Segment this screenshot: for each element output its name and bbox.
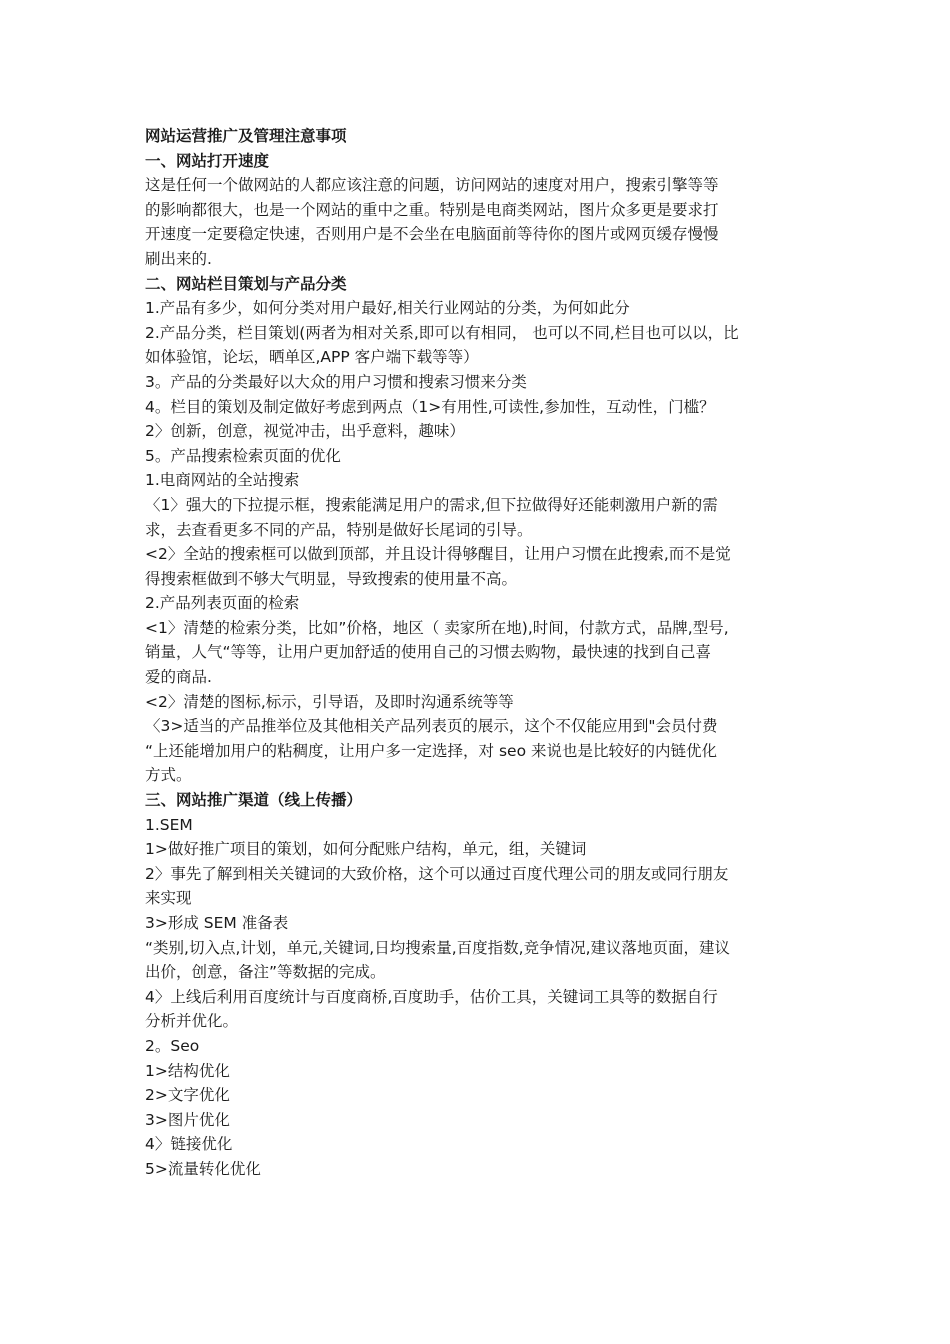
body-text-line: 1.电商网站的全站搜索	[145, 471, 300, 490]
body-text-line: 1.SEM	[145, 815, 193, 834]
body-text-line: 1>做好推广项目的策划，如何分配账户结构，单元，组，关键词	[145, 840, 587, 859]
body-text-line: 如体验馆，论坛，晒单区,APP 客户端下载等等）	[145, 348, 479, 367]
body-text-line: 出价，创意，备注”等数据的完成。	[145, 963, 386, 982]
body-text-line: 2>文字优化	[145, 1086, 230, 1105]
body-text-line: 3>形成 SEM 准备表	[145, 914, 289, 932]
body-text-line: 2.产品分类，栏目策划(两者为相对关系,即可以有相同， 也可以不同,栏目也可以以，比	[145, 323, 739, 342]
section-heading: 三、网站推广渠道（线上传播）	[145, 791, 363, 810]
body-text-line: 2〉创新，创意，视觉冲击，出乎意料，趣味）	[145, 422, 465, 441]
section-heading: 一、网站打开速度	[145, 151, 270, 170]
body-text-line: 〈3>适当的产品推举位及其他相关产品列表页的展示，这个不仅能应用到"会员付费	[145, 717, 718, 736]
body-text-line: 分析并优化。	[145, 1012, 239, 1031]
section-heading: 二、网站栏目策划与产品分类	[145, 274, 347, 293]
body-text-line: <1〉清楚的检索分类，比如”价格，地区（ 卖家所在地),时间，付款方式，品牌,型号,	[145, 618, 729, 637]
body-text-line: 这是任何一个做网站的人都应该注意的问题，访问网站的速度对用户，搜索引擎等等	[145, 176, 719, 195]
body-text-line: 4〉链接优化	[145, 1135, 233, 1154]
body-text-line: 求，去查看更多不同的产品，特别是做好长尾词的引导。	[145, 520, 533, 539]
body-text-line: 〈1〉强大的下拉提示框，搜索能满足用户的需求,但下拉做得好还能刺激用户新的需	[145, 495, 718, 514]
body-text-line: “类别,切入点,计划，单元,关键词,日均搜索量,百度指数,竞争情况,建议落地页面，建议	[145, 938, 731, 957]
body-text-line: <2〉清楚的图标,标示，引导语，及即时沟通系统等等	[145, 692, 514, 711]
body-text-line: 5>流量转化优化	[145, 1159, 261, 1178]
body-text-line: 2.产品列表页面的检索	[145, 594, 300, 613]
body-text-line: 3>图片优化	[145, 1110, 230, 1129]
body-text-line: 5。产品搜索检索页面的优化	[145, 446, 341, 465]
body-text-line: 1>结构优化	[145, 1061, 230, 1080]
document-page	[145, 124, 815, 1182]
body-text-line: 1.产品有多少，如何分类对用户最好,相关行业网站的分类，为何如此分	[145, 299, 630, 318]
body-text-line: 开速度一定要稳定快速，否则用户是不会坐在电脑面前等待你的图片或网页缓存慢慢	[145, 225, 719, 244]
body-text-line: 刷出来的.	[145, 249, 212, 268]
body-text-line: 2。Seo	[145, 1036, 200, 1055]
body-text-line: 来实现	[145, 889, 192, 908]
body-text-line: 4。栏目的策划及制定做好考虑到两点（1>有用性,可读性,参加性，互动性，门槛？	[145, 397, 715, 416]
section-heading: 网站运营推广及管理注意事项	[145, 127, 347, 145]
body-text-line: 销量，人气“等等，让用户更加舒适的使用自己的习惯去购物，最快速的找到自己喜	[145, 643, 712, 662]
body-text-line: 4〉上线后利用百度统计与百度商桥,百度助手，估价工具，关键词工具等的数据自行	[145, 987, 718, 1006]
body-text-line: 的影响都很大，也是一个网站的重中之重。特别是电商类网站，图片众多更是要求打	[145, 200, 719, 219]
body-text-line: <2〉全站的搜索框可以做到顶部，并且设计得够醒目，让用户习惯在此搜索,而不是觉	[145, 545, 731, 564]
body-text-line: “上还能增加用户的粘稠度，让用户多一定选择，对 seo 来说也是比较好的内链优化	[145, 741, 717, 760]
body-text-line: 得搜索框做到不够大气明显，导致搜索的使用量不高。	[145, 569, 518, 588]
body-text-line: 爱的商品.	[145, 668, 212, 687]
body-text-line: 方式。	[145, 766, 192, 785]
body-text-line: 3。产品的分类最好以大众的用户习惯和搜索习惯来分类	[145, 372, 527, 391]
body-text-line: 2〉事先了解到相关关键词的大致价格，这个可以通过百度代理公司的朋友或同行朋友	[145, 864, 729, 883]
